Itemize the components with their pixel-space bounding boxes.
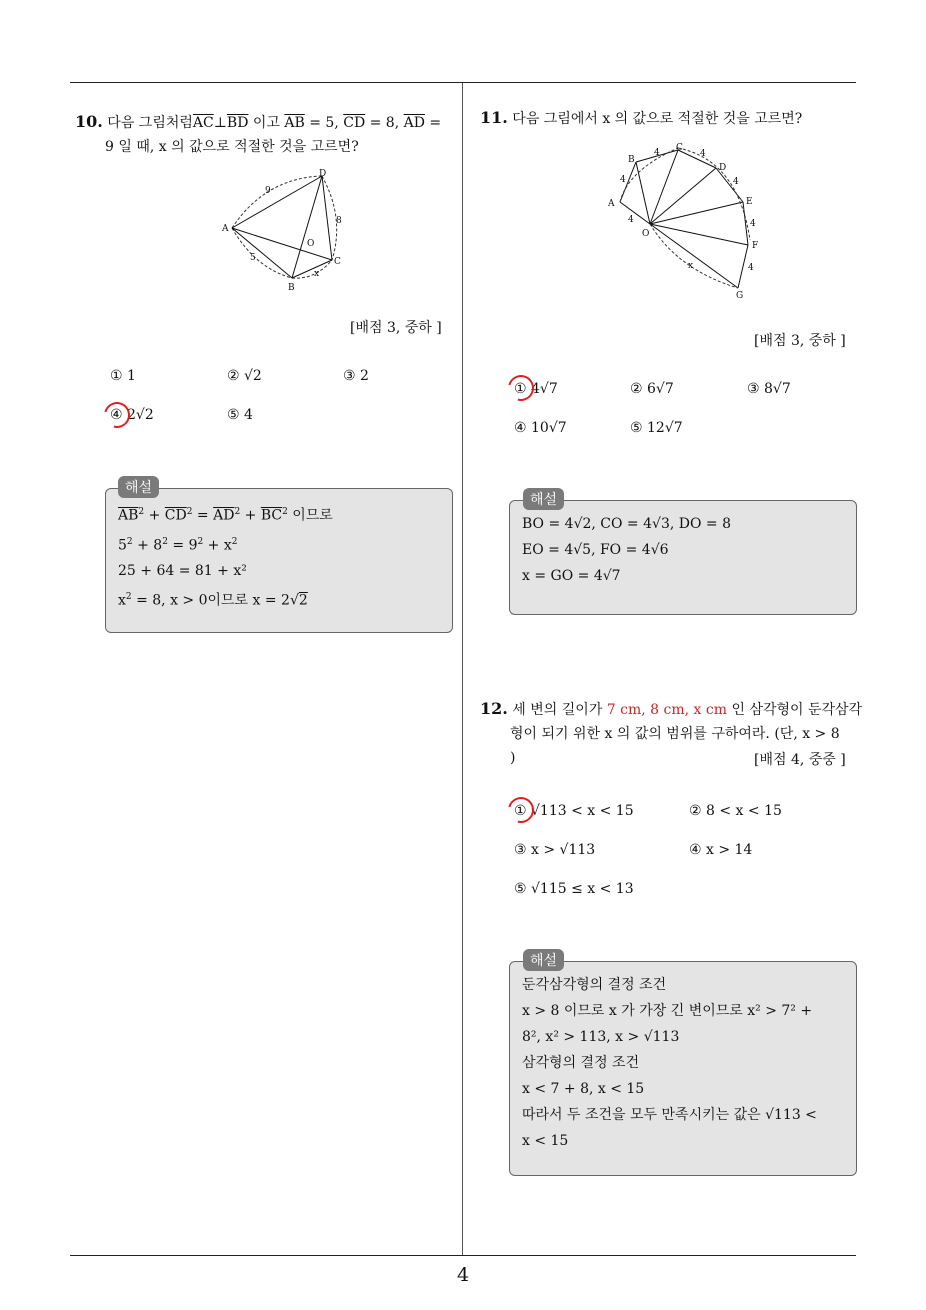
q10-number: 10. xyxy=(75,112,103,131)
label-c: C xyxy=(676,143,683,153)
label-b: B xyxy=(628,155,635,165)
seg-ac: $\overline{AC}$ xyxy=(192,115,214,131)
top-rule xyxy=(70,82,856,83)
q12-text: 인 삼각형이 둔각삼각 xyxy=(727,702,863,718)
q12-sol-line1: 둔각삼각형의 결정 조건 xyxy=(522,977,667,993)
q12-line2: 형이 되기 위한 x 의 값의 범위를 구하여라. (단, x > 8 xyxy=(510,726,840,742)
label-4: 4 xyxy=(654,148,660,158)
q10-choice-5[interactable]: ⑤ 4 xyxy=(227,407,253,423)
q10-choice-2[interactable]: ② √2 xyxy=(227,368,262,384)
q11-choice-4[interactable]: ④ 10√7 xyxy=(514,420,567,436)
label-g: G xyxy=(736,291,744,301)
q10-sol-line1: $\overline{AB}^2 + \overline{CD}^2 = \overline{AD}^2 + \overline{BC}^2$ 이므로 xyxy=(118,507,333,524)
q11-text: 다음 그림에서 x 의 값으로 적절한 것을 고르면? xyxy=(512,111,803,127)
q10-choice-3[interactable]: ③ 2 xyxy=(343,368,369,384)
q12-sol-line4: 삼각형의 결정 조건 xyxy=(522,1055,640,1071)
q10-score: [배점 3, 중하 ] xyxy=(350,320,442,336)
q11-diagram xyxy=(598,140,768,305)
q12-lengths: 7 cm, 8 cm, x cm xyxy=(606,702,728,718)
q12-choice-1[interactable]: ① √113 < x < 15 xyxy=(514,803,634,819)
label-8: 8 xyxy=(336,216,342,226)
q10-prompt xyxy=(75,110,460,159)
q12-sol-line5: x < 7 + 8, x < 15 xyxy=(522,1081,645,1097)
label-d: D xyxy=(319,169,327,179)
q12-sol-line2: x > 8 이므로 x 가 가장 긴 변이므로 x² > 7² + xyxy=(522,1003,813,1019)
label-4: 4 xyxy=(748,263,754,273)
label-a: A xyxy=(608,199,615,209)
column-divider xyxy=(462,83,463,1255)
q10-sol-line2: $5^2 + 8^2 = 9^2 + x^2$ xyxy=(118,536,238,554)
q12-choice-3[interactable]: ③ x > √113 xyxy=(514,842,596,858)
q11-choice-1[interactable]: ① 4√7 xyxy=(514,381,558,397)
q12-answer-mark xyxy=(503,792,539,828)
label-4: 4 xyxy=(700,149,706,159)
label-4: 4 xyxy=(750,219,756,229)
seg-ab: $\overline{AB}$ xyxy=(284,115,305,131)
seg-ad: $\overline{AD}$ xyxy=(403,115,425,131)
q11-solution-tag: 해설 xyxy=(523,488,564,510)
label-x: x xyxy=(314,269,320,279)
label-4: 4 xyxy=(620,175,626,185)
seg-cd: $\overline{CD}$ xyxy=(343,115,366,131)
q12-choice-4[interactable]: ④ x > 14 xyxy=(689,842,753,858)
q11-prompt xyxy=(480,106,860,131)
q10-text: 다음 그림처럼 xyxy=(107,115,193,131)
q12-sol-line3: 8², x² > 113, x > √113 xyxy=(522,1029,680,1045)
q10-text: = xyxy=(424,115,442,131)
q12-solution-tag: 해설 xyxy=(523,949,564,971)
seg-bd: $\overline{BD}$ xyxy=(226,115,249,131)
label-4: 4 xyxy=(628,215,634,225)
q11-choice-2[interactable]: ② 6√7 xyxy=(630,381,674,397)
q11-choice-3[interactable]: ③ 8√7 xyxy=(747,381,791,397)
bottom-rule xyxy=(70,1255,856,1256)
q10-solution-tag: 해설 xyxy=(118,476,159,498)
q10-answer-mark xyxy=(99,397,135,433)
q10-choice-1[interactable]: ① 1 xyxy=(110,368,136,384)
label-o: O xyxy=(307,239,315,249)
q10-text: 이고 xyxy=(248,115,285,131)
perp-symbol: ⊥ xyxy=(213,115,227,131)
label-5: 5 xyxy=(250,253,256,263)
q11-sol-line2: EO = 4√5, FO = 4√6 xyxy=(522,542,669,558)
label-e: E xyxy=(746,197,753,207)
q11-sol-line1: BO = 4√2, CO = 4√3, DO = 8 xyxy=(522,516,731,532)
q12-sol-line7: x < 15 xyxy=(522,1133,569,1149)
q12-number: 12. xyxy=(480,699,508,718)
q12-choice-2[interactable]: ② 8 < x < 15 xyxy=(689,803,782,819)
label-x: x xyxy=(688,261,694,271)
q10-solution-box xyxy=(105,488,453,633)
label-c: C xyxy=(334,257,341,267)
q12-score: [배점 4, 중중 ] xyxy=(754,752,846,768)
q10-sol-line4: $x^2 = 8$, x > 0이므로 x = 2√2 xyxy=(118,592,308,609)
label-4: 4 xyxy=(733,177,739,187)
q10-line2: 9 일 때, x 의 값으로 적절한 것을 고르면? xyxy=(105,139,359,155)
q12-text: 세 변의 길이가 xyxy=(512,702,607,718)
page-number: 4 xyxy=(456,1264,470,1286)
label-a: A xyxy=(222,224,229,234)
q10-sol-line3: 25 + 64 = 81 + x² xyxy=(118,563,247,580)
q11-solution-box xyxy=(509,500,857,615)
label-b: B xyxy=(288,283,295,293)
q11-sol-line3: x = GO = 4√7 xyxy=(522,568,621,584)
q10-text: = 8, xyxy=(365,115,404,131)
label-9: 9 xyxy=(265,186,271,196)
q12-sol-line6: 따라서 두 조건을 모두 만족시키는 값은 √113 < xyxy=(522,1107,817,1123)
q12-solution-box xyxy=(509,961,857,1176)
label-o: O xyxy=(642,229,650,239)
label-f: F xyxy=(752,241,759,251)
q10-diagram xyxy=(210,168,360,293)
q10-choice-4[interactable]: ④ 2√2 xyxy=(110,407,154,423)
q11-choice-5[interactable]: ⑤ 12√7 xyxy=(630,420,683,436)
q12-choice-5[interactable]: ⑤ √115 ≤ x < 13 xyxy=(514,881,634,897)
q10-text: = 5, xyxy=(304,115,344,131)
label-d: D xyxy=(719,163,727,173)
q11-number: 11. xyxy=(480,108,508,127)
q11-score: [배점 3, 중하 ] xyxy=(754,333,846,349)
q11-answer-mark xyxy=(503,370,539,406)
q12-line3: ) xyxy=(510,750,516,766)
